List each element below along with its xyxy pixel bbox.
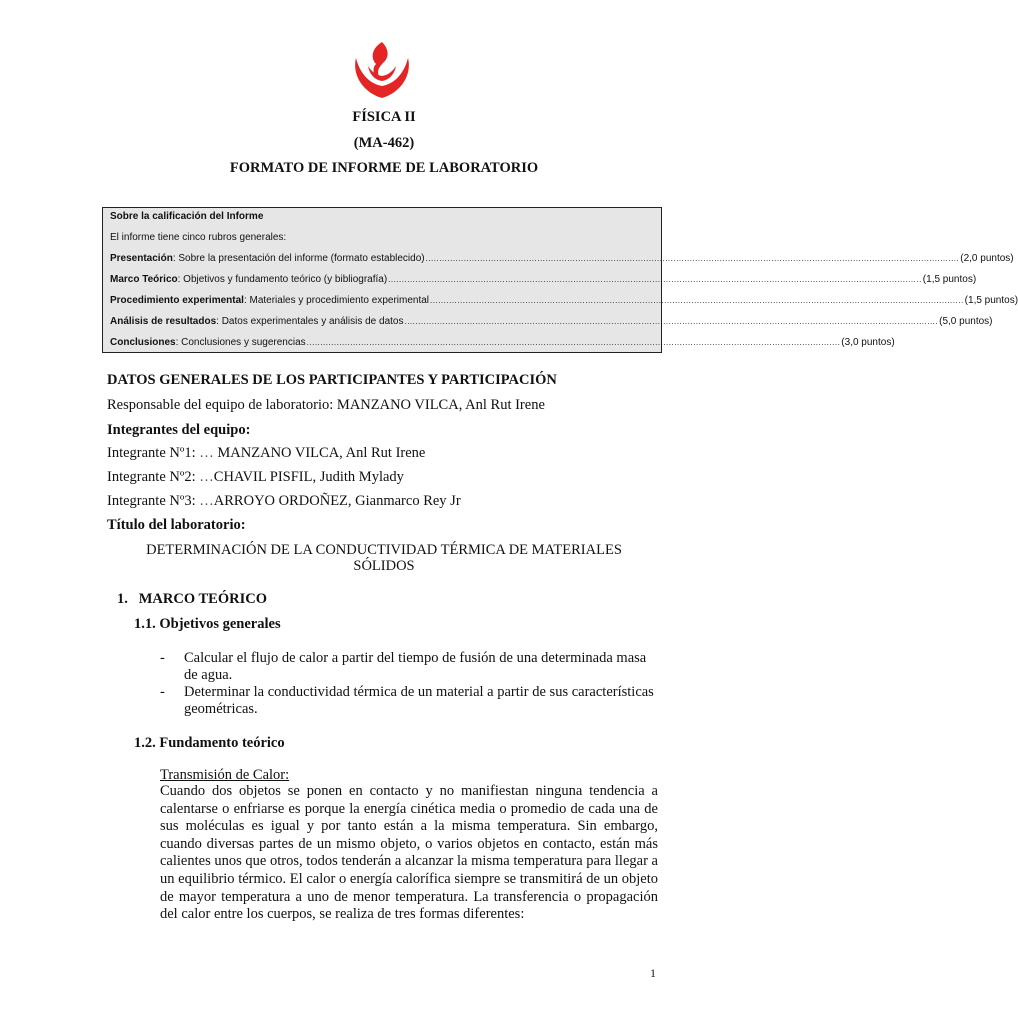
grading-item [110,295,1018,306]
grading-item-desc: : Materiales y procedimiento experimental [243,295,430,306]
grading-item [110,253,1014,264]
lab-title-line: DETERMINACIÓN DE LA CONDUCTIVIDAD TÉRMICA DE MATERIALES [146,542,622,558]
member-name: CHAVIL PISFIL, Judith Mylady [213,469,404,485]
grading-item-desc: : Conclusiones y sugerencias [175,337,306,348]
course-name: FÍSICA II [352,109,416,125]
grading-item-points: (5,0 puntos) [939,316,993,327]
grading-item-label: Conclusiones [110,337,176,348]
body-paragraph: Cuando dos objetos se ponen en contacto y no manifiestan ninguna tendencia a calentarse o enfriarse es porque la energía cinética media o promedio de cada una de sus moléculas es igual y por tanto están a la misma temperatura. Sin embargo, cuando diversas partes de un mismo objeto, o varios objetos en contacto, están más calientes unos que otros, todos tenderán a alcanzar la misma temperatura para llegar a un equilibrio térmico. El calor o energía calorífica siempre se transmitirá de un objeto de mayor temperatura a uno de menor temperatura. La transferencia o propagación del calor entre los cuerpos, se realiza de tres formas diferentes: [160,783,658,923]
member-name: MANZANO VILCA, Anl Rut Irene [217,445,426,461]
grading-item-points: (1,5 puntos) [964,295,1018,306]
member-name: ARROYO ORDOÑEZ, Gianmarco Rey Jr [213,493,461,509]
document-title: FORMATO DE INFORME DE LABORATORIO [229,160,539,176]
grading-item [110,274,977,285]
grading-item-desc: : Sobre la presentación del informe (formato establecido) [172,253,425,264]
grading-item-label: Marco Teórico [110,274,178,285]
member-label: Integrante Nº2: [107,469,200,485]
upc-flame-logo [350,40,414,102]
dot-leader: .................................................................................................................................................................................................... [306,338,841,347]
grading-item-points: (2,0 puntos) [960,253,1014,264]
list-dash: - [160,684,165,700]
member-line [107,493,461,510]
grading-box-title: Sobre la calificación del Informe [110,211,264,222]
list-item-text: Determinar la conductividad térmica de un material a partir de sus características geométricas. [184,684,654,717]
member-label: Integrante Nº3: [107,493,200,509]
dot-leader: .................................................................................................................................................................................................... [430,296,964,305]
grading-box [102,207,1018,353]
topic-heading: Transmisión de Calor: [160,767,290,783]
member-ellipsis: … [199,493,214,509]
lab-title-line: SÓLIDOS [353,558,415,574]
members-heading: Integrantes del equipo: [107,422,251,438]
grading-box-intro: El informe tiene cinco rubros generales: [110,232,287,243]
dot-leader: .................................................................................................................................................................................................... [425,254,960,263]
course-code: (MA-462) [353,135,415,151]
member-line [107,445,425,462]
grading-item-label: Presentación [110,253,173,264]
grading-item-desc: : Datos experimentales y análisis de datos [216,316,404,327]
list-item [160,650,660,684]
dot-leader: .................................................................................................................................................................................................... [404,317,939,326]
list-dash: - [160,650,165,666]
grading-item-points: (3,0 puntos) [841,337,895,348]
grading-item-label: Procedimiento experimental [110,295,244,306]
member-ellipsis: … [199,445,218,461]
section-heading: 1. MARCO TEÓRICO [117,591,267,607]
responsible-line: Responsable del equipo de laboratorio: MANZANO VILCA, Anl Rut Irene [107,397,545,413]
grading-item-label: Análisis de resultados [110,316,217,327]
grading-item [110,337,895,348]
general-data-heading: DATOS GENERALES DE LOS PARTICIPANTES Y PARTICIPACIÓN [107,372,557,388]
member-line [107,469,404,486]
lab-title-heading: Título del laboratorio: [107,517,246,533]
grading-item-desc: : Objetivos y fundamento teórico (y bibliografía) [177,274,388,285]
subsection-heading: 1.2. Fundamento teórico [134,735,285,751]
list-item [160,684,660,718]
grading-item-points: (1,5 puntos) [922,274,977,285]
page-number: 1 [650,966,656,980]
list-item-text: Calcular el flujo de calor a partir del tiempo de fusión de una determinada masa de agua. [184,650,647,683]
grading-item [110,316,993,327]
member-ellipsis: … [199,469,214,485]
subsection-heading: 1.1. Objetivos generales [134,616,281,632]
member-label: Integrante Nº1: [107,445,200,461]
dot-leader: .................................................................................................................................................................................................... [388,275,922,284]
